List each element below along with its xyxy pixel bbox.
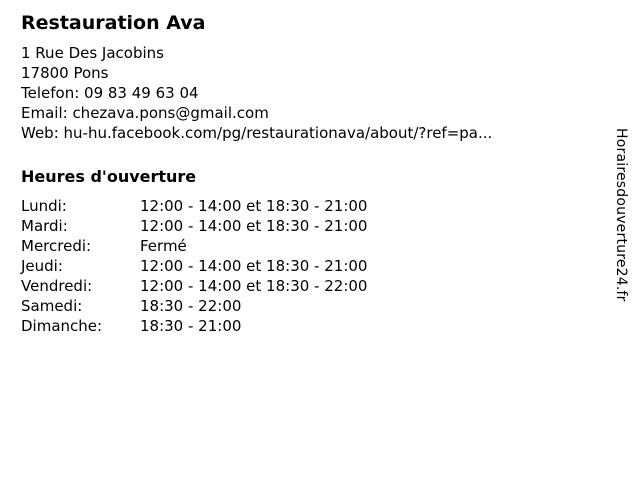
day-hours: 18:30 - 21:00 — [140, 317, 242, 335]
day-hours: Fermé — [140, 237, 187, 255]
opening-hours-heading: Heures d'ouverture — [21, 167, 197, 186]
web-line: Web: hu-hu.facebook.com/pg/restaurationava/about/?ref=pa... — [21, 124, 493, 142]
day-hours: 12:00 - 14:00 et 18:30 - 21:00 — [140, 197, 368, 215]
phone-line: Telefon: 09 83 49 63 04 — [21, 84, 199, 102]
hours-row-mercredi — [21, 236, 640, 256]
page-title: Restauration Ava — [21, 12, 206, 34]
day-hours: 12:00 - 14:00 et 18:30 - 21:00 — [140, 217, 368, 235]
hours-row-vendredi — [21, 276, 640, 296]
site-watermark: Horairesdouverture24.fr — [613, 128, 629, 302]
hours-row-dimanche — [21, 316, 640, 336]
day-hours: 18:30 - 22:00 — [140, 297, 242, 315]
day-hours: 12:00 - 14:00 et 18:30 - 21:00 — [140, 257, 368, 275]
address-street: 1 Rue Des Jacobins — [21, 44, 164, 62]
day-label: Mardi: — [21, 217, 68, 235]
day-hours: 12:00 - 14:00 et 18:30 - 22:00 — [140, 277, 368, 295]
day-label: Mercredi: — [21, 237, 92, 255]
day-label: Jeudi: — [21, 257, 63, 275]
hours-row-samedi — [21, 296, 640, 316]
day-label: Samedi: — [21, 297, 83, 315]
email-line: Email: chezava.pons@gmail.com — [21, 104, 269, 122]
address-city: 17800 Pons — [21, 64, 109, 82]
day-label: Lundi: — [21, 197, 67, 215]
day-label: Vendredi: — [21, 277, 93, 295]
hours-row-jeudi — [21, 256, 640, 276]
hours-row-lundi — [21, 196, 640, 216]
contact-block — [21, 43, 640, 143]
hours-row-mardi — [21, 216, 640, 236]
opening-hours-table — [21, 196, 640, 336]
day-label: Dimanche: — [21, 317, 103, 335]
